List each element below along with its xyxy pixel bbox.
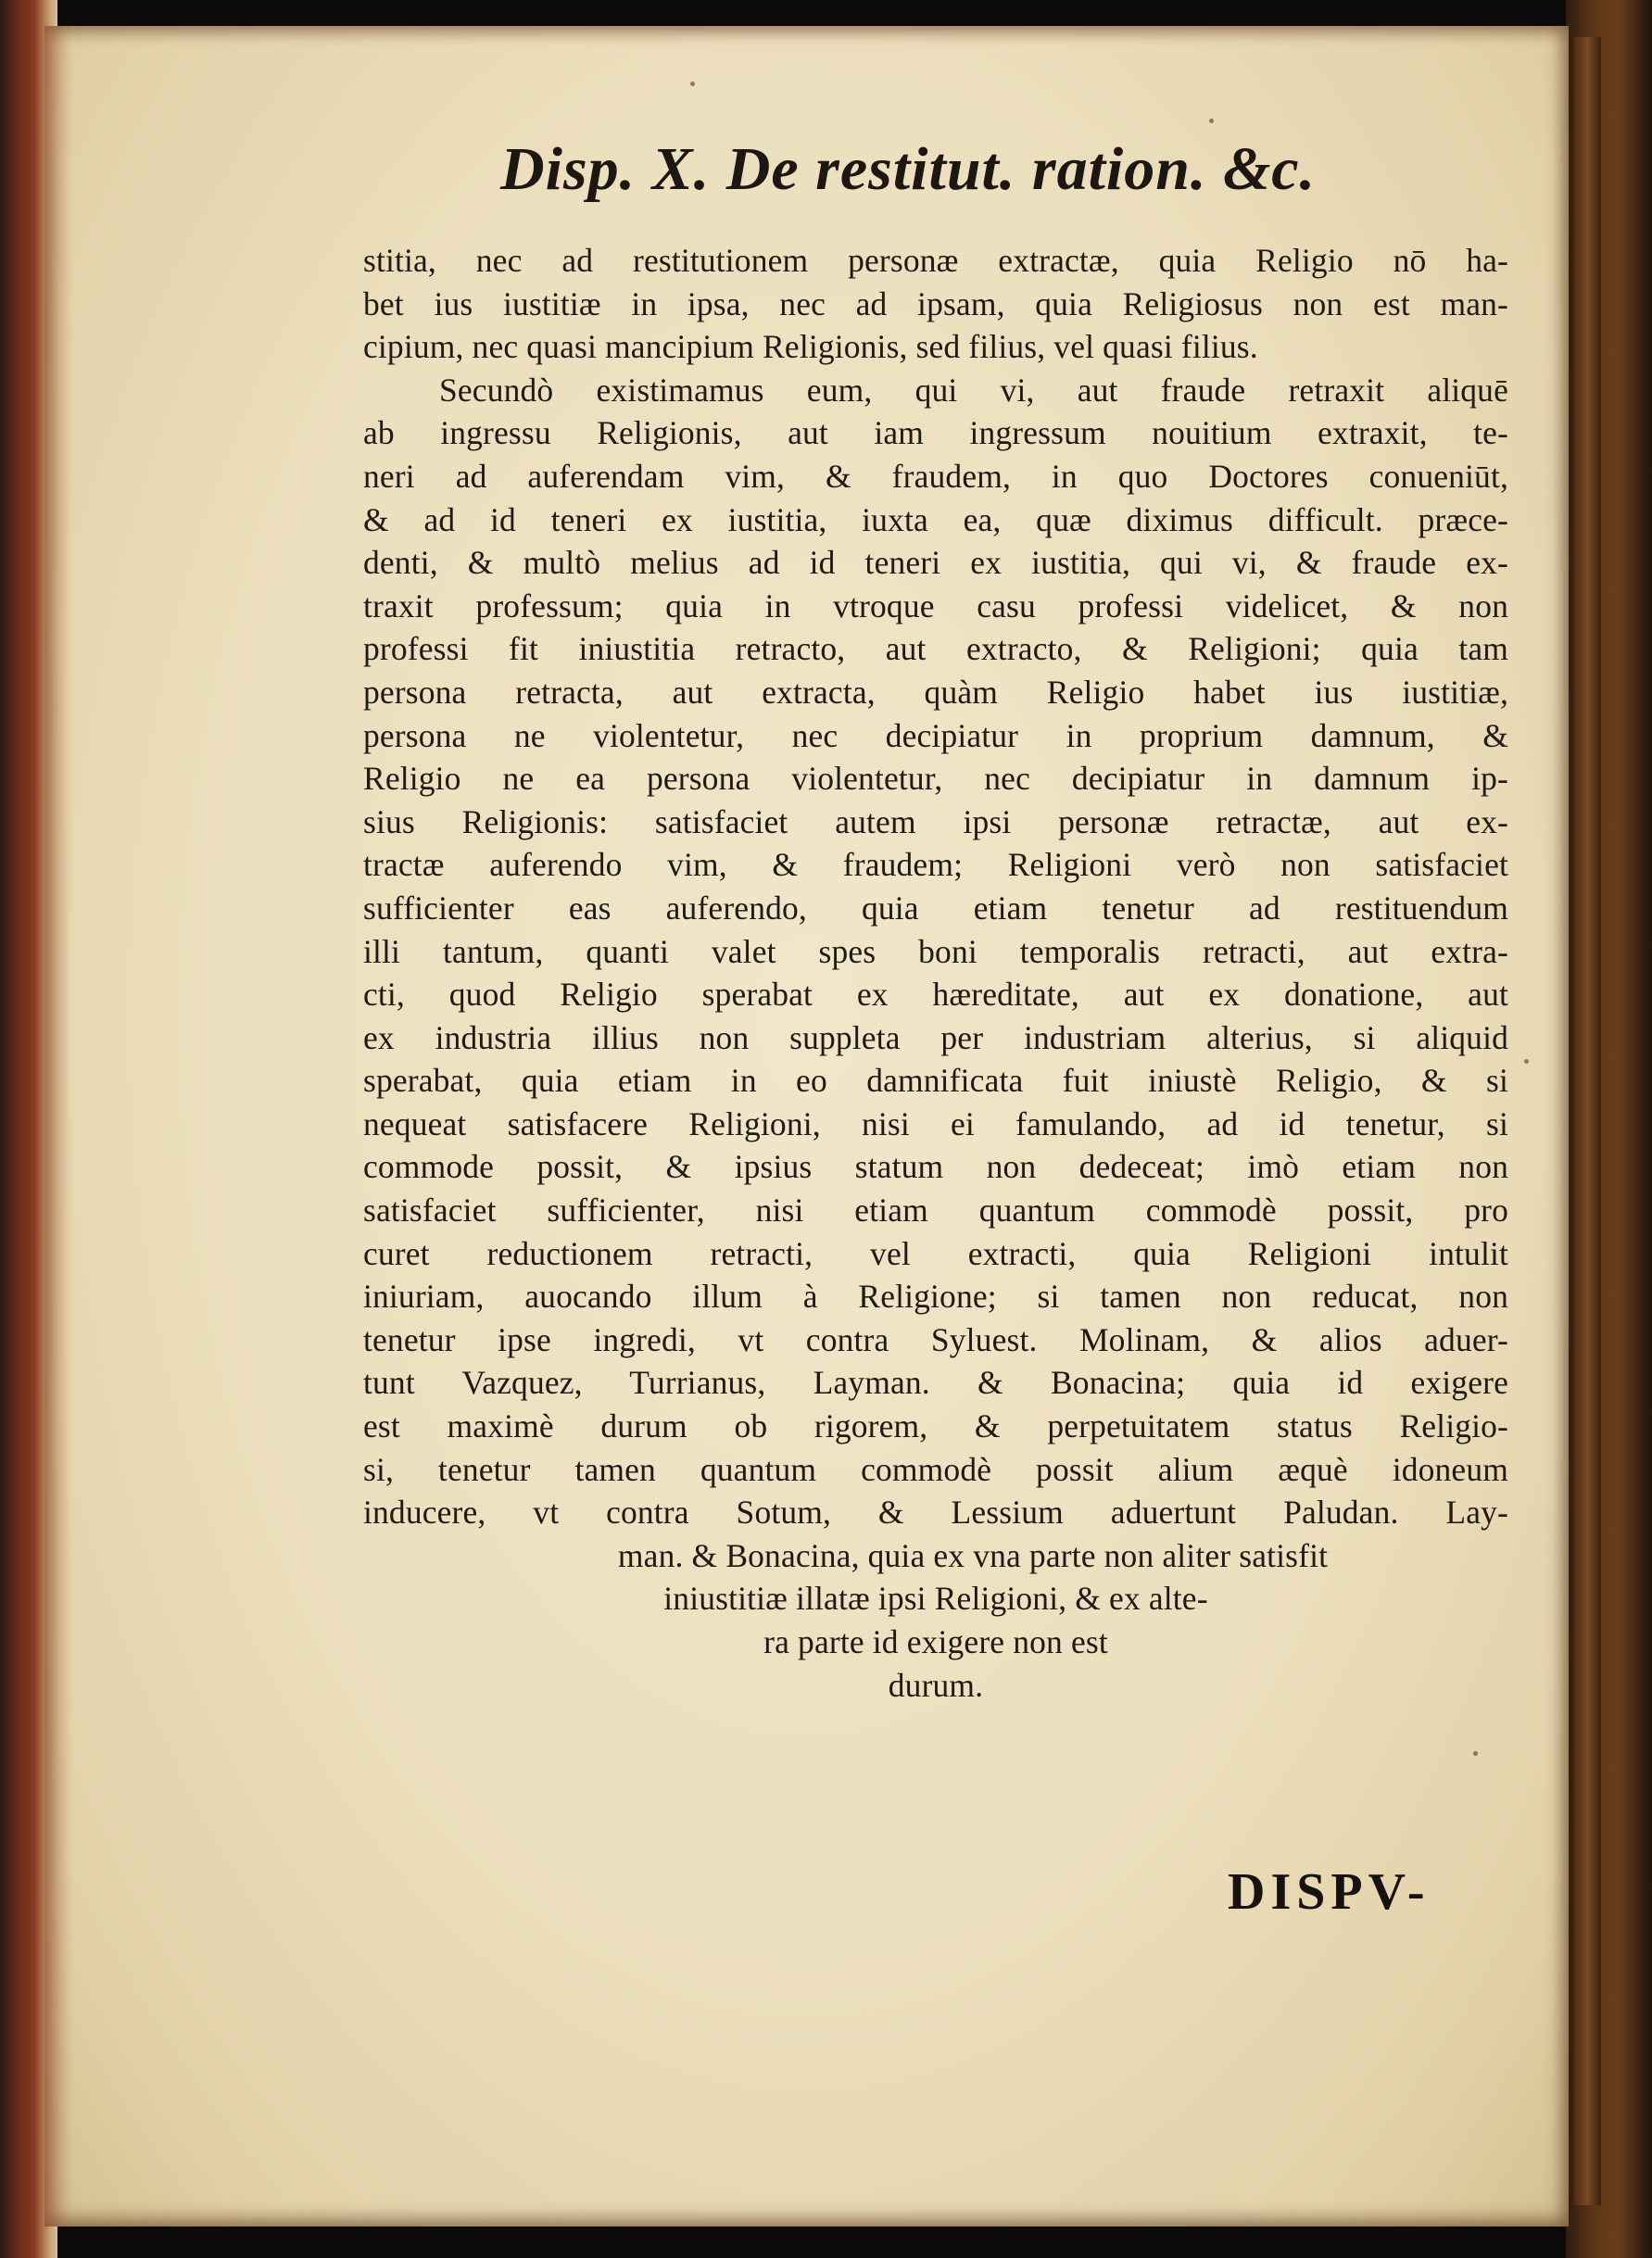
text-line: stitia, nec ad restitutionem personæ extractæ, quia Religio nō ha- [363,242,1508,279]
text-line: tenetur ipse ingredi, vt contra Syluest. Molinam, & alios aduer- [363,1320,1508,1358]
text-line: denti, & multò melius ad id teneri ex iustitia, qui vi, & fraude ex- [363,544,1508,582]
text-line: professi fit iniustitia retracto, aut extracto, & Religioni; quia tam [363,630,1508,668]
text-line: persona retracta, aut extracta, quàm Religio habet ius iustitiæ, [363,673,1508,711]
text-line: est maximè durum ob rigorem, & perpetuitatem status Religio- [363,1407,1508,1445]
catchword: DISPV- [1228,1863,1431,1921]
text-line: commode possit, & ipsius statum non dedeceat; imò etiam non [363,1148,1508,1186]
text-line: & ad id teneri ex iustitia, iuxta ea, quæ diximus difficult. præce- [363,500,1508,538]
text-line: tunt Vazquez, Turrianus, Layman. & Bonacina; quia id exigere [363,1364,1508,1402]
running-head: Disp. X. De restitut. ration. &c. [500,135,1317,203]
text-line: nequeat satisfacere Religioni, nisi ei famulando, ad id tenetur, si [363,1104,1508,1142]
text-line: cti, quod Religio sperabat ex hæreditate, aut ex donatione, aut [363,976,1508,1014]
text-line: ex industria illius non suppleta per industriam alterius, si aliquid [363,1018,1508,1056]
text-line: bet ius iustitiæ in ipsa, nec ad ipsam, quia Religiosus non est man- [363,284,1508,322]
text-line: tractæ auferendo vim, & fraudem; Religioni verò non satisfaciet [363,846,1508,884]
body-text [363,239,1508,1707]
text-line: curet reductionem retracti, vel extracti, quia Religioni intulit [363,1234,1508,1272]
text-line: Secundò existimamus eum, qui vi, aut fraude retraxit aliquē [439,371,1508,409]
text-line-tail: ra parte id exigere non est [763,1623,1108,1660]
text-line: traxit professum; quia in vtroque casu professi videlicet, & non [363,587,1508,624]
text-line-tail: durum. [888,1666,984,1704]
text-line: persona ne violentetur, nec decipiatur in proprium damnum, & [363,716,1508,754]
text-line-tail: iniustitiæ illatæ ipsi Religioni, & ex alte- [663,1580,1208,1618]
book-right-page-edge [1573,37,1601,2205]
text-line: sperabat, quia etiam in eo damnificata fuit iniustè Religio, & si [363,1062,1508,1100]
text-line: sufficienter eas auferendo, quia etiam tenetur ad restituendum [363,889,1508,927]
text-line: neri ad auferendam vim, & fraudem, in quo Doctores conueniūt, [363,457,1508,495]
text-line: Religio ne ea persona violentetur, nec decipiatur in damnum ip- [363,760,1508,798]
text-line: cipium, nec quasi mancipium Religionis, sed filius, vel quasi filius. [363,328,1258,366]
text-line: inducere, vt contra Sotum, & Lessium aduertunt Paludan. Lay- [363,1494,1508,1532]
text-line: si, tenetur tamen quantum commodè possit alium æquè idoneum [363,1450,1508,1488]
text-line: illi tantum, quanti valet spes boni temporalis retracti, aut extra- [363,932,1508,970]
text-line: satisfaciet sufficienter, nisi etiam quantum commodè possit, pro [363,1192,1508,1230]
text-line-tail: man. & Bonacina, quia ex vna parte non aliter satisfit [617,1536,1329,1574]
text-line: iniuriam, auocando illum à Religione; si tamen non reducat, non [363,1278,1508,1316]
text-line: sius Religionis: satisfaciet autem ipsi personæ retractæ, aut ex- [363,802,1508,840]
text-line: ab ingressu Religionis, aut iam ingressum nouitium extraxit, te- [363,414,1508,452]
